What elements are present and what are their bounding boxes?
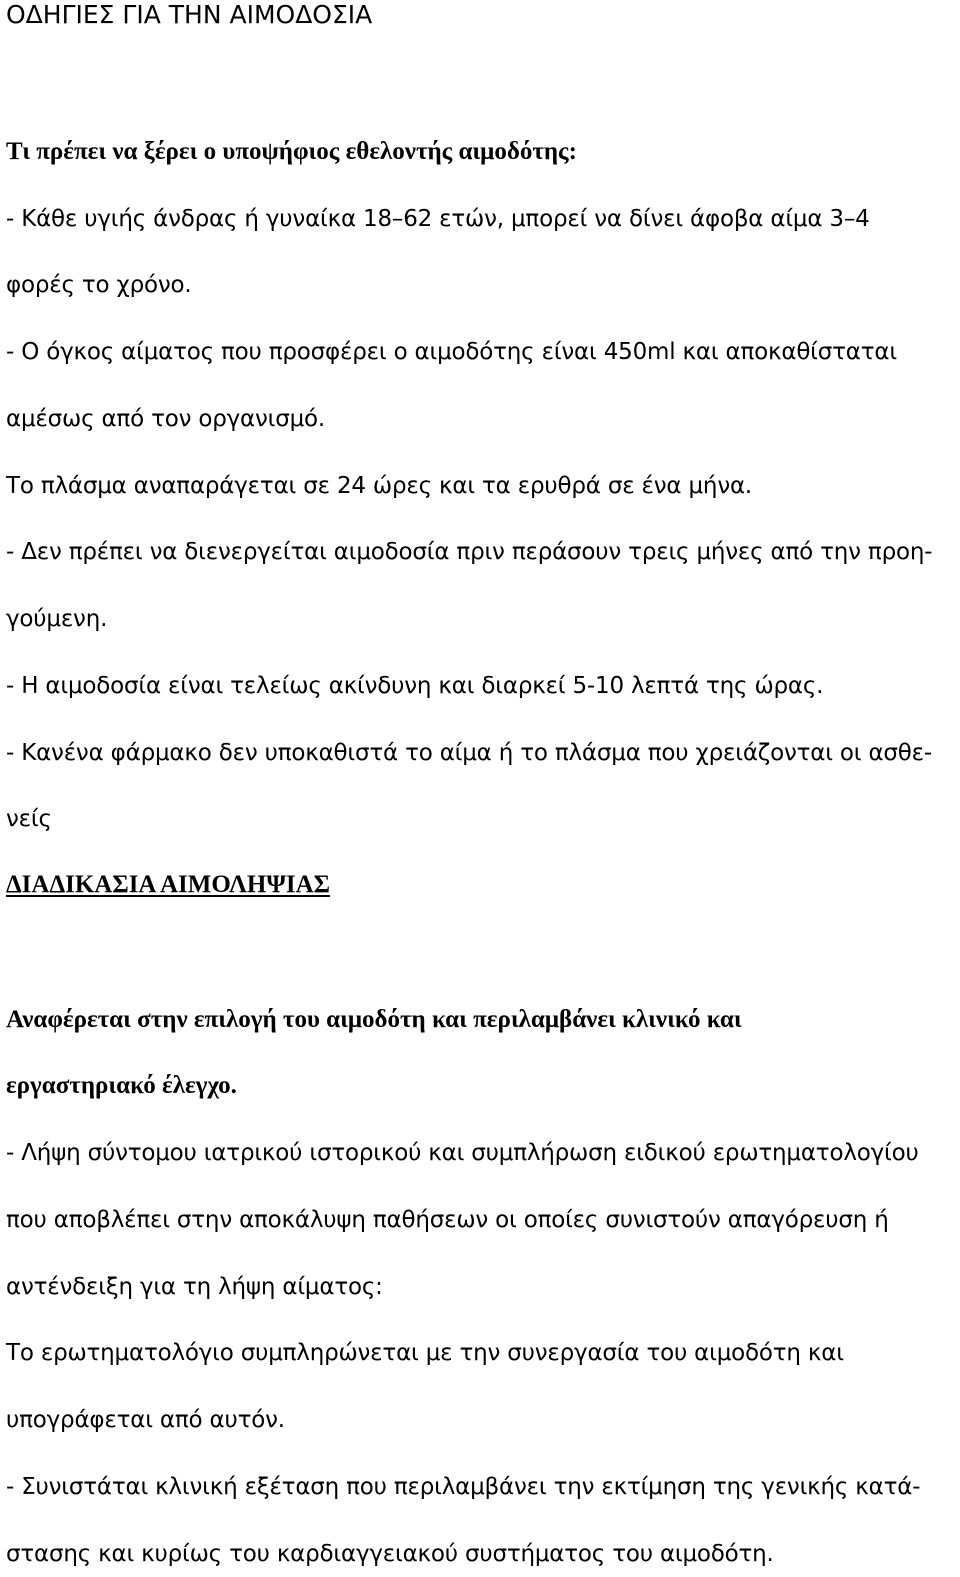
section1-line: φορές το χρόνο. <box>6 272 192 298</box>
section2-line: που αποβλέπει στην αποκάλυψη παθήσεων οι οποίες συνιστούν απαγόρευση ή <box>6 1207 889 1233</box>
section2-line: Το ερωτηματολόγιο συμπληρώνεται με την συνεργασία του αιμοδότη και <box>6 1340 844 1366</box>
section2-line: υπογράφεται από αυτόν. <box>6 1407 285 1433</box>
section1-heading: Τι πρέπει να ξέρει ο υποψήφιος εθελοντής αιμοδότης: <box>6 138 577 165</box>
section1-line: αμέσως από τον οργανισμό. <box>6 406 326 432</box>
section1-line: νείς <box>6 806 52 832</box>
section1-line: - Ο όγκος αίματος που προσφέρει ο αιμοδότης είναι 450ml και αποκαθίσταται <box>6 339 897 365</box>
section1-line: - Η αιμοδοσία είναι τελείως ακίνδυνη και διαρκεί 5-10 λεπτά της ώρας. <box>6 673 824 699</box>
section2-line: - Συνιστάται κλινική εξέταση που περιλαμβάνει την εκτίμηση της γενικής κατά- <box>6 1474 921 1500</box>
section1-line: - Δεν πρέπει να διενεργείται αιμοδοσία πριν περάσουν τρεις μήνες από την προη- <box>6 539 933 565</box>
section1-line: - Κάθε υγιής άνδρας ή γυναίκα 18–62 ετών, μπορεί να δίνει άφοβα αίμα 3–4 <box>6 206 870 232</box>
document-title: ΟΔΗΓΙΕΣ ΓΙΑ ΤΗΝ ΑΙΜΟΔΟΣΙΑ <box>6 0 373 29</box>
section1-line: γούμενη. <box>6 606 108 632</box>
section2-intro-line: εργαστηριακό έλεγχο. <box>6 1072 237 1099</box>
section2-line: στασης και κυρίως του καρδιαγγειακού συστήματος του αιμοδότη. <box>6 1541 774 1567</box>
section2-line: αντένδειξη για τη λήψη αίματος: <box>6 1274 383 1300</box>
section2-intro-line: Αναφέρεται στην επιλογή του αιμοδότη και περιλαμβάνει κλινικό και <box>6 1006 742 1033</box>
section1-line: - Κανένα φάρμακο δεν υποκαθιστά το αίμα ή το πλάσμα που χρειάζονται οι ασθε- <box>6 740 933 766</box>
section2-line: - Λήψη σύντομου ιατρικού ιστορικού και συμπλήρωση ειδικού ερωτηματολογίου <box>6 1140 919 1166</box>
section2-heading: ΔΙΑΔΙΚΑΣΙΑ ΑΙΜΟΛΗΨΙΑΣ <box>6 871 330 898</box>
section1-line: Το πλάσμα αναπαράγεται σε 24 ώρες και τα ερυθρά σε ένα μήνα. <box>6 473 753 499</box>
